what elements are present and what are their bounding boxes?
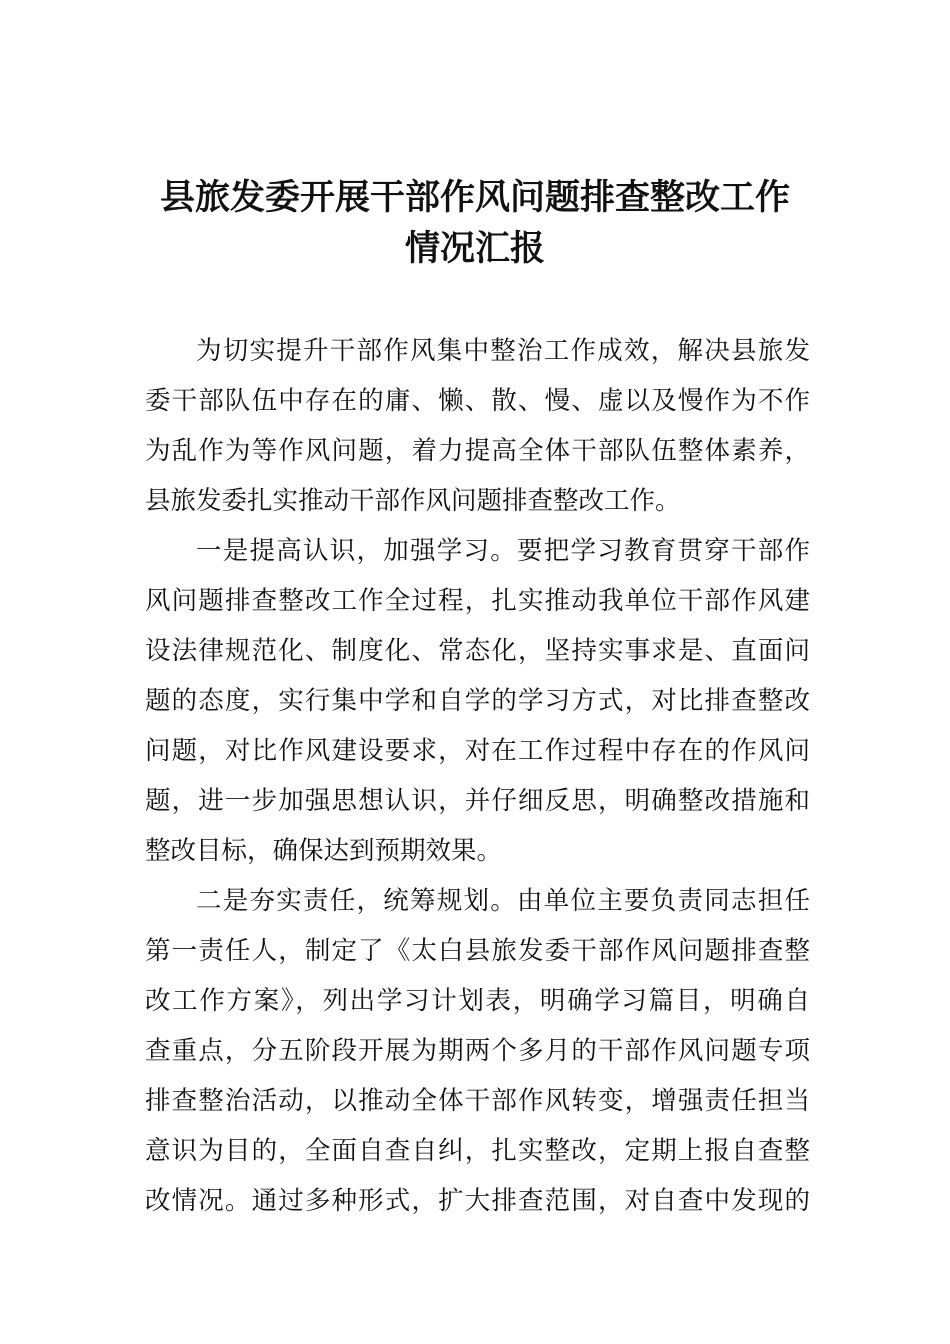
document-title-line-2: 情况汇报 bbox=[404, 229, 545, 269]
paragraph-3-line-6: 意识为目的，全面自查自纠，扎实整改，定期上报自查整 bbox=[145, 1136, 810, 1166]
paragraph-2-line-1: 一是提高认识，加强学习。要把学习教育贯穿干部作 bbox=[196, 536, 810, 566]
paragraph-2-line-4: 题的态度，实行集中学和自学的学习方式，对比排查整改 bbox=[145, 686, 810, 716]
paragraph-3-line-2: 第一责任人，制定了《太白县旅发委干部作风问题排查整 bbox=[145, 936, 810, 966]
paragraph-3-line-1: 二是夯实责任，统筹规划。由单位主要负责同志担任 bbox=[196, 886, 810, 916]
paragraph-3-line-7: 改情况。通过多种形式，扩大排查范围，对自查中发现的 bbox=[145, 1186, 810, 1216]
paragraph-2-line-2: 风问题排查整改工作全过程，扎实推动我单位干部作风建 bbox=[145, 586, 810, 616]
paragraph-2-line-5: 问题，对比作风建设要求，对在工作过程中存在的作风问 bbox=[145, 736, 810, 766]
paragraph-2-line-7: 整改目标，确保达到预期效果。 bbox=[145, 836, 503, 866]
paragraph-3-line-3: 改工作方案》，列出学习计划表，明确学习篇目，明确自 bbox=[145, 986, 810, 1016]
paragraph-1-line-2: 委干部队伍中存在的庸、懒、散、慢、虚以及慢作为不作 bbox=[145, 386, 810, 416]
paragraph-2-line-3: 设法律规范化、制度化、常态化，坚持实事求是、直面问 bbox=[145, 636, 810, 666]
paragraph-3-line-5: 排查整治活动，以推动全体干部作风转变，增强责任担当 bbox=[145, 1086, 810, 1116]
paragraph-1-line-4: 县旅发委扎实推动干部作风问题排查整改工作。 bbox=[145, 486, 681, 516]
document-title-line-1: 县旅发委开展干部作风问题排查整改工作 bbox=[159, 178, 790, 218]
paragraph-1-line-1: 为切实提升干部作风集中整治工作成效，解决县旅发 bbox=[196, 336, 810, 366]
paragraph-3-line-4: 查重点，分五阶段开展为期两个多月的干部作风问题专项 bbox=[145, 1036, 810, 1066]
paragraph-1-line-3: 为乱作为等作风问题，着力提高全体干部队伍整体素养， bbox=[145, 436, 810, 466]
paragraph-2-line-6: 题，进一步加强思想认识，并仔细反思，明确整改措施和 bbox=[145, 786, 810, 816]
